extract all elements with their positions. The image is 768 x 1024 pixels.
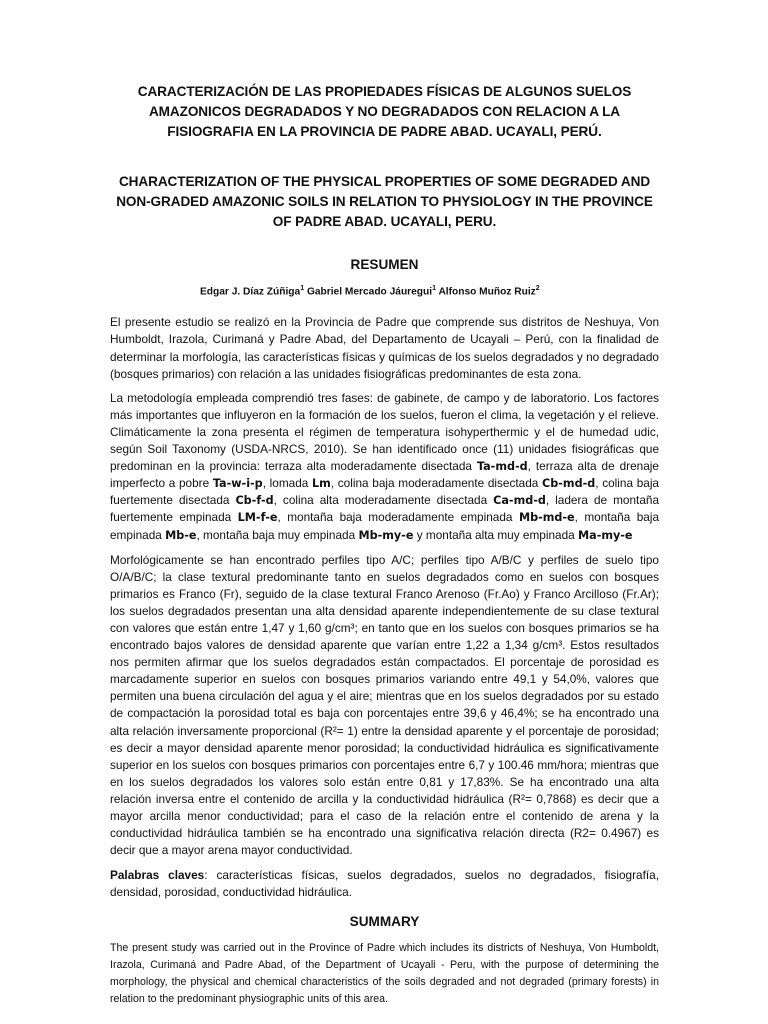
unit-code: Ta-w-i-p [212, 477, 263, 491]
author-2-affiliation: 1 [432, 285, 436, 292]
author-1: Edgar J. Díaz Zúñiga [200, 286, 301, 298]
unit-code: Cb-f-d [235, 494, 274, 508]
unit-code: Ca-md-d [493, 494, 546, 508]
author-1-affiliation: 1 [300, 285, 305, 292]
resumen-paragraph-1: El presente estudio se realizó en la Provincia de Padre que comprende sus distritos de Neshuya, Von Humboldt, Irazola, Curimaná y Padre Abad, del Departamento de Ucayali – Perú, con la finalidad de determinar la morfología, las características físicas y químicas de los suelos degradados y no degradado (bosques primarios) con relación a las unidades fisiográficas predominantes de esta zona. [110, 315, 659, 381]
keywords-text: : características físicas, suelos degradados, suelos no degradados, fisiografía, densidad, porosidad, conductividad hidráulica. [110, 868, 660, 900]
keywords-paragraph [110, 859, 659, 901]
keywords-label: Palabras claves [110, 868, 205, 883]
unit-code: Mb-md-e [518, 511, 575, 525]
unit-code: Lm [312, 477, 331, 491]
unit-code: Cb-md-d [542, 477, 596, 491]
unit-code: LM-f-e [237, 511, 278, 525]
unit-code: Mb-e [165, 528, 197, 542]
title-english: CHARACTERIZATION OF THE PHYSICAL PROPERTIES OF SOME DEGRADED AND NON-GRADED AMAZONIC SOILS IN RELATION TO PHYSIOLOGY IN THE PROVINCE OF PADRE ABAD. UCAYALI, PERU. [116, 174, 653, 229]
author-3: Alfonso Muñoz Ruiz [438, 286, 536, 298]
unit-code: Ta-md-d [476, 460, 528, 474]
summary-paragraph: The present study was carried out in the Province of Padre which includes its districts of Neshuya, Von Humboldt, Irazola, Curimaná and Padre Abad, of the Department of Ucayali - Peru, with the purpose of determining the morphology, the physical and chemical characteristics of the soils degraded and not degraded (primary forests) in relation to the predominant physiographic units of this area. [110, 942, 659, 1006]
resumen-paragraph-2: La metodología empleada comprendió tres fases: de gabinete, de campo y de laboratorio. Los factores más importantes que influyeron en la formación de los suelos, fueron el clima, la vegetación y el relieve. Climáticamente la zona presenta el régimen de temperatura isohyperthermic y el de humedad udic, según Soil Taxonomy (USDA-NRCS, 2010). Se han identificado once (11) unidades fisiográficas que predominan en la provincia: terraza alta moderadamente disectada Ta-md-d, terraza alta de drenaje imperfecto a pobre Ta-w-i-p, lomada Lm, colina baja moderadamente disectada Cb-md-d, colina baja fuertemente disectada Cb-f-d, colina alta moderadamente disectada Ca-md-d, ladera de montaña fuertemente empinada LM-f-e, montaña baja moderadamente empinada Mb-md-e, montaña baja empinada Mb-e, montaña baja muy empinada Mb-my-e y montaña alta muy empinada Ma-my-e [110, 390, 660, 542]
author-2: Gabriel Mercado Jáuregui [306, 286, 433, 298]
summary-heading: SUMMARY [349, 914, 420, 930]
resumen-heading: RESUMEN [350, 257, 419, 272]
author-list [110, 274, 659, 299]
unit-code: Mb-my-e [358, 528, 414, 542]
unit-code: Ma-my-e [578, 528, 633, 542]
author-3-affiliation: 2 [535, 285, 540, 292]
resumen-paragraph-3: Morfológicamente se han encontrado perfiles tipo A/C; perfiles tipo A/B/C y perfiles de suelo tipo O/A/B/C; la clase textural predominante tanto en suelos degradados como en suelos con bosques primarios es Franco (Fr), seguido de la clase textural Franco Arenoso (Fr.Ao) y Franco Arcilloso (Fr.Ar); los suelos degradados presentan una alta densidad aparente independientemente de su clase textural con valores que están entre 1,47 y 1,60 g/cm³; en tanto que en los suelos con bosques primarios se ha encontrado bajos valores de densidad aparente que varían entre 1,22 a 1,34 g/cm³. Estos resultados nos permiten afirmar que los suelos degradados están compactados. El porcentaje de porosidad es marcadamente superior en suelos con bosques primarios variando entre 49,1 y 54,0%, valores que permiten una buena circulación del agua y el aire; mientras que en los suelos degradados por su estado de compactación la porosidad total es baja con porcentajes entre 39,6 y 46,4%; se ha encontrado una alta relación inversamente proporcional (R²= 1) entre la densidad aparente y el porcentaje de porosidad; es decir a mayor densidad aparente menor porosidad; la conductividad hidráulica es significativamente superior en los suelos con bosques primarios con porcentajes entre 6,7 y 100.46 mm/hora; mientras que en los suelos degradados los valores solo están entre 0,81 y 17,83%. Se ha encontrado una alta relación inversa entre el contenido de arcilla y la conductividad hidráulica (R²= 0,7868) es decir que a mayor arcilla menor conductividad; para el caso de la relación entre el contenido de arena y la conductividad hidráulica también se ha encontrado una significativa relación directa (R2= 0.4967) es decir que a mayor arena mayor conductividad. [110, 552, 659, 858]
title-spanish: CARACTERIZACIÓN DE LAS PROPIEDADES FÍSICAS DE ALGUNOS SUELOS AMAZONICOS DEGRADADOS Y NO DEGRADADOS CON RELACION A LA FISIOGRAFIA EN LA PROVINCIA DE PADRE ABAD. UCAYALI, PERÚ. [137, 84, 632, 139]
